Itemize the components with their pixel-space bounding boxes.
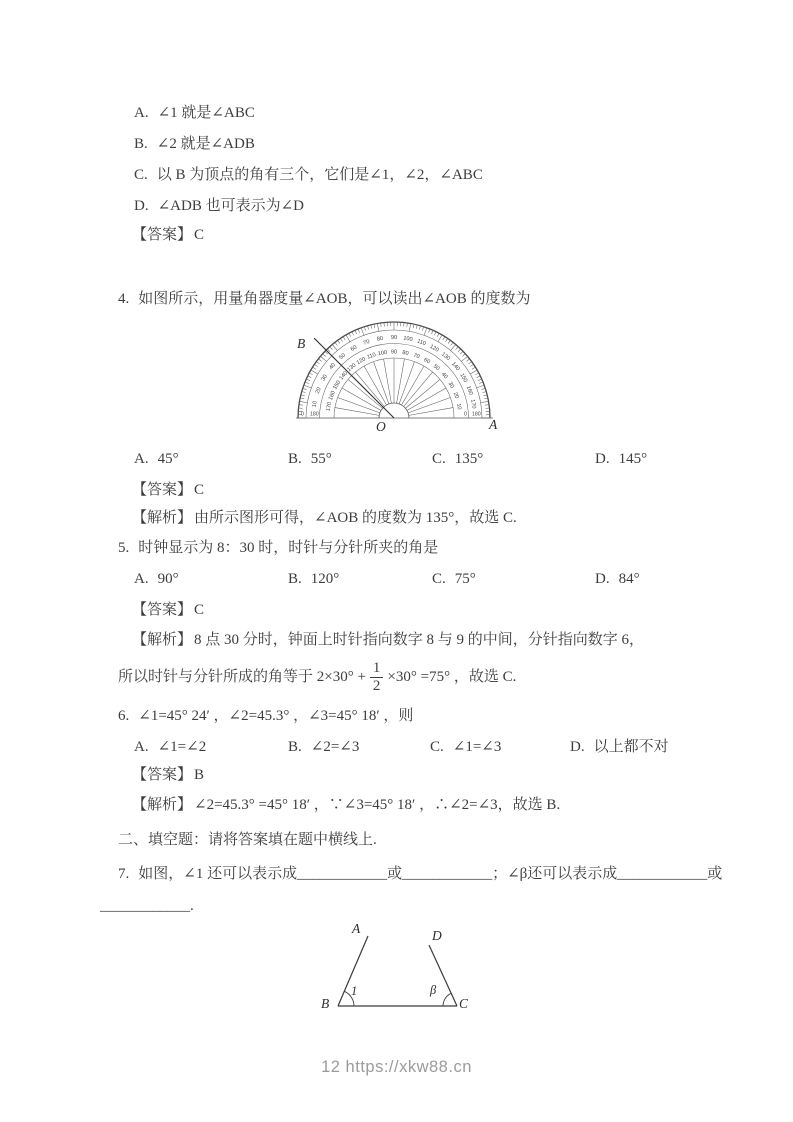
analysis-text: ∠2=45.3° =45° 18′ ，∵∠3=45° 18′ ，∴∠2=∠3，故选 B. bbox=[194, 797, 561, 813]
option-letter: B. bbox=[134, 136, 148, 152]
svg-text:170: 170 bbox=[469, 398, 477, 410]
option-text: 84° bbox=[618, 571, 640, 587]
option-letter: C. bbox=[432, 451, 446, 467]
section2-header: 二、填空题：请将答案填在题中横线上. bbox=[118, 832, 377, 848]
svg-text:170: 170 bbox=[325, 401, 334, 412]
answer-label: 【答案】 bbox=[132, 767, 193, 783]
svg-text:60: 60 bbox=[422, 357, 431, 366]
svg-text:110: 110 bbox=[366, 352, 377, 361]
option-letter: C. bbox=[134, 167, 148, 183]
answer-value: C bbox=[194, 602, 205, 618]
q4-stem bbox=[118, 290, 530, 308]
q6-answer bbox=[132, 766, 204, 784]
svg-text:40: 40 bbox=[439, 371, 449, 381]
option-text: ∠2 就是∠ADB bbox=[156, 136, 255, 152]
analysis-text-after: ×30° =75° ，故选 C. bbox=[387, 669, 517, 685]
q4-option-b bbox=[288, 450, 332, 468]
question-number: 7. bbox=[118, 866, 130, 882]
option-text: 145° bbox=[618, 451, 648, 467]
answer-value: C bbox=[194, 482, 205, 498]
q5-stem bbox=[118, 539, 438, 557]
svg-text:150: 150 bbox=[332, 379, 343, 391]
q4-option-d bbox=[595, 450, 647, 468]
option-letter: C. bbox=[430, 739, 444, 755]
question-number: 6. bbox=[118, 708, 130, 724]
option-text: ∠1=∠2 bbox=[157, 739, 207, 755]
q5-option-d bbox=[595, 570, 640, 588]
point-label-C: C bbox=[459, 996, 469, 1011]
q5-option-a bbox=[134, 570, 179, 588]
q6-option-c bbox=[430, 738, 501, 756]
svg-text:20: 20 bbox=[451, 391, 460, 400]
angle-label-1: 1 bbox=[351, 984, 358, 998]
fraction bbox=[370, 660, 384, 694]
option-letter: A. bbox=[134, 451, 149, 467]
question-text: ∠1=45° 24′ ，∠2=45.3° ，∠3=45° 18′ ，则 bbox=[138, 708, 414, 724]
question-number: 4. bbox=[118, 291, 130, 307]
svg-text:30: 30 bbox=[320, 373, 329, 383]
analysis-label: 【解析】 bbox=[132, 510, 193, 526]
answer-value: B bbox=[194, 767, 205, 783]
answer-label: 【答案】 bbox=[132, 602, 193, 618]
svg-text:120: 120 bbox=[428, 343, 440, 354]
svg-text:60: 60 bbox=[349, 344, 359, 353]
option-letter: D. bbox=[570, 739, 585, 755]
fraction-numerator: 1 bbox=[372, 660, 381, 676]
point-label-A: A bbox=[489, 417, 498, 432]
q7-line1 bbox=[118, 865, 722, 883]
point-label-D: D bbox=[432, 928, 442, 943]
option-text: 45° bbox=[157, 451, 179, 467]
q7-line2: ____________. bbox=[100, 898, 194, 914]
svg-text:0: 0 bbox=[301, 411, 304, 418]
question-text: 如图，∠1 还可以表示成____________或____________；∠β还可以表示成____________或 bbox=[138, 866, 723, 882]
svg-text:150: 150 bbox=[458, 372, 469, 384]
option-text: ∠1=∠3 bbox=[452, 739, 502, 755]
svg-text:130: 130 bbox=[346, 362, 358, 374]
q5-analysis-line1 bbox=[132, 631, 644, 649]
angle-label-beta: β bbox=[430, 983, 437, 997]
svg-text:160: 160 bbox=[328, 390, 337, 402]
question-text: 时钟显示为 8：30 时，时针与分针所夹的角是 bbox=[138, 540, 439, 556]
option-letter: A. bbox=[134, 571, 149, 587]
analysis-label: 【解析】 bbox=[132, 797, 193, 813]
answer-label: 【答案】 bbox=[132, 227, 193, 243]
svg-text:100: 100 bbox=[377, 349, 388, 358]
option-letter: B. bbox=[288, 571, 302, 587]
q6-option-b bbox=[288, 738, 359, 756]
q4-option-a bbox=[134, 450, 179, 468]
svg-text:120: 120 bbox=[355, 356, 367, 367]
point-label-B: B bbox=[321, 996, 330, 1011]
svg-text:70: 70 bbox=[412, 352, 421, 361]
q3-answer bbox=[132, 226, 204, 244]
svg-text:80: 80 bbox=[401, 349, 409, 357]
q3-option-d bbox=[134, 197, 304, 215]
answer-value: C bbox=[194, 227, 205, 243]
svg-text:40: 40 bbox=[328, 362, 338, 371]
option-letter: C. bbox=[432, 571, 446, 587]
question-number: 5. bbox=[118, 540, 130, 556]
q4-analysis bbox=[132, 509, 517, 527]
analysis-text: 8 点 30 分时，钟面上时针指向数字 8 与 9 的中间，分针指向数字 6， bbox=[194, 632, 645, 648]
svg-text:130: 130 bbox=[439, 351, 451, 363]
analysis-text: 由所示图形可得，∠AOB 的度数为 135°，故选 C. bbox=[194, 510, 517, 526]
svg-text:10: 10 bbox=[311, 400, 319, 408]
option-text: 75° bbox=[454, 571, 476, 587]
question-text: 如图所示，用量角器度量∠AOB，可以读出∠AOB 的度数为 bbox=[138, 291, 531, 307]
svg-text:180: 180 bbox=[310, 411, 319, 418]
q5-option-b bbox=[288, 570, 339, 588]
option-text: ∠2=∠3 bbox=[310, 739, 360, 755]
svg-text:80: 80 bbox=[376, 335, 384, 343]
footer-page-url: 12 https://xkw88.cn bbox=[321, 1058, 472, 1076]
q5-answer bbox=[132, 601, 204, 619]
q3-option-a bbox=[134, 104, 255, 122]
fraction-denominator: 2 bbox=[370, 677, 384, 695]
option-text: 135° bbox=[454, 451, 484, 467]
option-letter: B. bbox=[288, 451, 302, 467]
option-letter: B. bbox=[288, 739, 302, 755]
svg-text:110: 110 bbox=[416, 338, 427, 348]
option-text: 90° bbox=[157, 571, 179, 587]
q3-option-b bbox=[134, 135, 255, 153]
option-text: 55° bbox=[310, 451, 332, 467]
protractor-figure bbox=[283, 314, 511, 436]
point-label-B: B bbox=[297, 336, 306, 351]
svg-text:20: 20 bbox=[314, 386, 323, 395]
answer-label: 【答案】 bbox=[132, 482, 193, 498]
svg-text:140: 140 bbox=[338, 370, 350, 382]
q6-stem bbox=[118, 707, 413, 725]
option-text: ∠ADB 也可表示为∠D bbox=[157, 198, 304, 214]
q4-answer bbox=[132, 481, 204, 499]
q6-option-d bbox=[570, 738, 669, 756]
q6-analysis bbox=[132, 796, 560, 814]
point-label-A: A bbox=[352, 921, 361, 936]
option-text: 以上都不对 bbox=[593, 739, 669, 755]
q5-option-c bbox=[432, 570, 476, 588]
q6-option-a bbox=[134, 738, 206, 756]
option-text: 120° bbox=[310, 571, 340, 587]
svg-text:10: 10 bbox=[455, 403, 463, 411]
option-letter: D. bbox=[595, 451, 610, 467]
svg-text:0: 0 bbox=[464, 411, 467, 418]
svg-text:90: 90 bbox=[390, 335, 398, 341]
option-text: ∠1 就是∠ABC bbox=[157, 105, 255, 121]
svg-text:50: 50 bbox=[338, 352, 347, 362]
q3-option-c bbox=[134, 166, 483, 184]
svg-text:70: 70 bbox=[362, 338, 371, 347]
svg-text:180: 180 bbox=[472, 411, 481, 418]
svg-text:50: 50 bbox=[431, 363, 441, 373]
option-text: 以 B 为顶点的角有三个，它们是∠1，∠2，∠ABC bbox=[156, 167, 483, 183]
analysis-label: 【解析】 bbox=[132, 632, 193, 648]
option-letter: D. bbox=[134, 198, 149, 214]
option-letter: D. bbox=[595, 571, 610, 587]
svg-text:90: 90 bbox=[390, 349, 398, 356]
option-letter: A. bbox=[134, 105, 149, 121]
q4-option-c bbox=[432, 450, 483, 468]
svg-text:30: 30 bbox=[446, 381, 455, 390]
svg-text:100: 100 bbox=[402, 335, 414, 343]
q5-analysis-line2 bbox=[118, 652, 516, 702]
option-letter: A. bbox=[134, 739, 149, 755]
point-label-O: O bbox=[376, 419, 386, 434]
analysis-text-before: 所以时针与分针所成的角等于 2×30° + bbox=[118, 669, 366, 685]
svg-text:140: 140 bbox=[449, 361, 461, 373]
svg-text:160: 160 bbox=[464, 385, 474, 397]
